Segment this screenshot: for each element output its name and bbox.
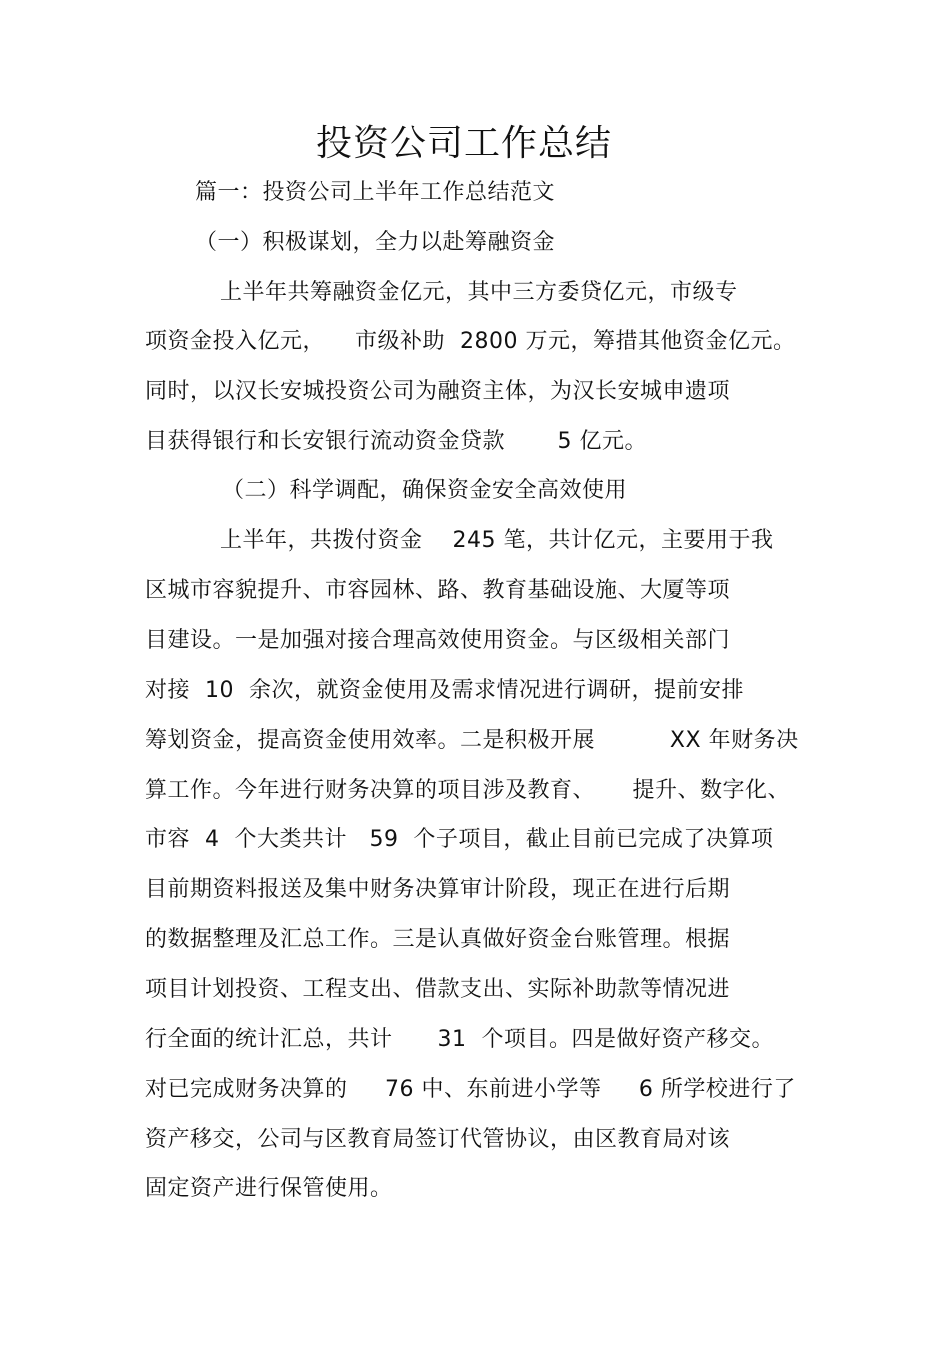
paragraph-line: 目获得银行和长安银行流动资金贷款 5 亿元。 bbox=[145, 429, 647, 454]
paragraph-line: 算工作。今年进行财务决算的项目涉及教育、 提升、数字化、 bbox=[145, 778, 790, 803]
section-1-heading: （一）积极谋划，全力以赴筹融资金 bbox=[195, 230, 556, 255]
paragraph-line: 资产移交，公司与区教育局签订代管协议，由区教育局对该 bbox=[145, 1127, 731, 1152]
paragraph-line: 项资金投入亿元， 市级补助 2800 万元，筹措其他资金亿元。 bbox=[145, 329, 796, 354]
paragraph-line: 对接 10 余次，就资金使用及需求情况进行调研，提前安排 bbox=[145, 678, 744, 703]
paragraph-line: 目建设。一是加强对接合理高效使用资金。与区级相关部门 bbox=[145, 628, 731, 653]
document-subtitle: 篇一：投资公司上半年工作总结范文 bbox=[195, 180, 556, 205]
paragraph-line: 同时，以汉长安城投资公司为融资主体，为汉长安城申遗项 bbox=[145, 379, 731, 404]
paragraph-line: 市容 4 个大类共计 59 个子项目，截止目前已完成了决算项 bbox=[145, 827, 774, 852]
paragraph-line: 筹划资金，提高资金使用效率。二是积极开展 XX 年财务决 bbox=[145, 728, 799, 753]
paragraph-line: 目前期资料报送及集中财务决算审计阶段，现正在进行后期 bbox=[145, 877, 731, 902]
document-title: 投资公司工作总结 bbox=[315, 123, 612, 164]
section-2-heading: （二）科学调配，确保资金安全高效使用 bbox=[222, 478, 628, 503]
paragraph-line: 对已完成财务决算的 76 中、东前进小学等 6 所学校进行了 bbox=[145, 1077, 796, 1102]
paragraph-line: 项目计划投资、工程支出、借款支出、实际补助款等情况进 bbox=[145, 977, 731, 1002]
paragraph-line: 的数据整理及汇总工作。三是认真做好资金台账管理。根据 bbox=[145, 927, 731, 952]
paragraph-line: 上半年共筹融资金亿元，其中三方委贷亿元，市级专 bbox=[220, 280, 738, 305]
paragraph-line: 行全面的统计汇总，共计 31 个项目。四是做好资产移交。 bbox=[145, 1027, 774, 1052]
paragraph-line: 上半年，共拨付资金 245 笔，共计亿元，主要用于我 bbox=[220, 528, 774, 553]
paragraph-line: 区城市容貌提升、市容园林、路、教育基础设施、大厦等项 bbox=[145, 578, 731, 603]
paragraph-line: 固定资产进行保管使用。 bbox=[145, 1176, 393, 1201]
